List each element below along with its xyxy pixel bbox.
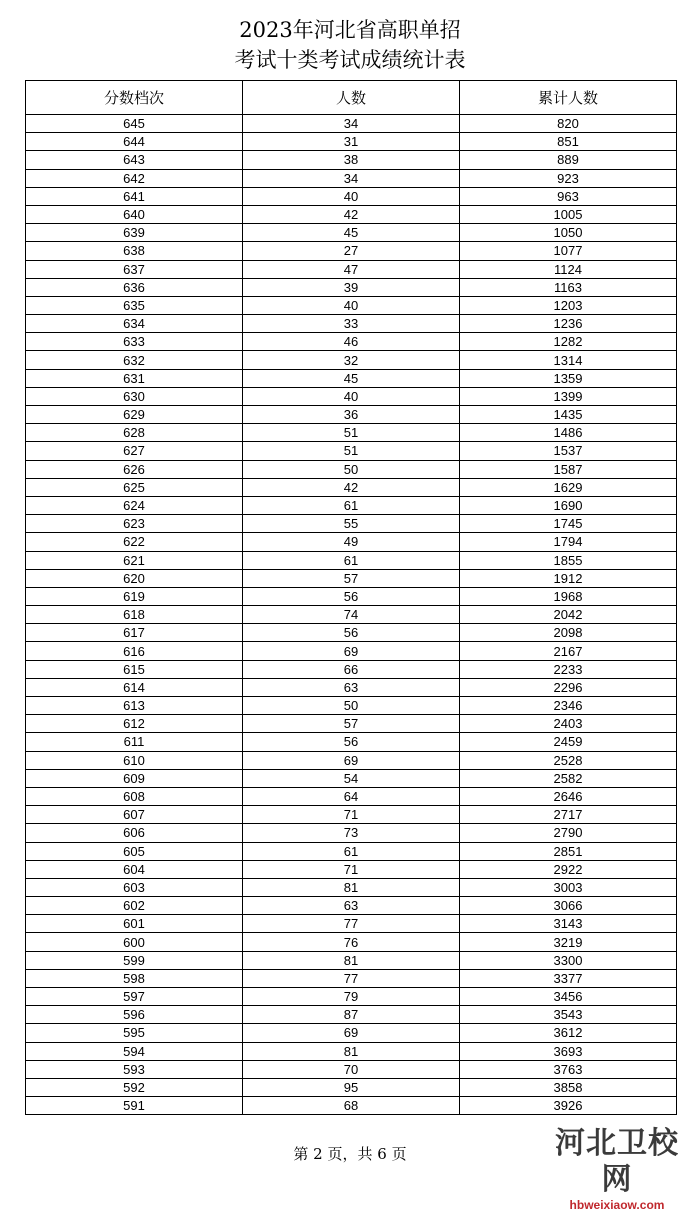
score-level-cell: 607 bbox=[26, 806, 243, 824]
score-level-cell: 632 bbox=[26, 351, 243, 369]
count-cell: 51 bbox=[243, 424, 460, 442]
cumulative-count-cell: 3543 bbox=[460, 1006, 677, 1024]
column-header-score-level: 分数档次 bbox=[26, 81, 243, 115]
cumulative-count-cell: 2403 bbox=[460, 715, 677, 733]
score-level-cell: 595 bbox=[26, 1024, 243, 1042]
count-cell: 56 bbox=[243, 624, 460, 642]
count-cell: 46 bbox=[243, 333, 460, 351]
cumulative-count-cell: 1629 bbox=[460, 478, 677, 496]
cumulative-count-cell: 1968 bbox=[460, 587, 677, 605]
cumulative-count-cell: 2042 bbox=[460, 606, 677, 624]
score-level-cell: 596 bbox=[26, 1006, 243, 1024]
score-level-cell: 623 bbox=[26, 515, 243, 533]
score-level-cell: 621 bbox=[26, 551, 243, 569]
score-level-cell: 618 bbox=[26, 606, 243, 624]
count-cell: 69 bbox=[243, 642, 460, 660]
count-cell: 70 bbox=[243, 1060, 460, 1078]
score-level-cell: 629 bbox=[26, 406, 243, 424]
table-row bbox=[26, 387, 677, 405]
table-row bbox=[26, 496, 677, 514]
score-level-cell: 593 bbox=[26, 1060, 243, 1078]
site-logo bbox=[542, 1126, 692, 1212]
cumulative-count-cell: 3456 bbox=[460, 988, 677, 1006]
score-level-cell: 592 bbox=[26, 1078, 243, 1096]
count-cell: 50 bbox=[243, 697, 460, 715]
score-level-cell: 612 bbox=[26, 715, 243, 733]
score-level-cell: 642 bbox=[26, 169, 243, 187]
table-row bbox=[26, 460, 677, 478]
count-cell: 61 bbox=[243, 496, 460, 514]
score-level-cell: 631 bbox=[26, 369, 243, 387]
table-row bbox=[26, 678, 677, 696]
cumulative-count-cell: 1537 bbox=[460, 442, 677, 460]
count-cell: 79 bbox=[243, 988, 460, 1006]
count-cell: 71 bbox=[243, 806, 460, 824]
cumulative-count-cell: 1282 bbox=[460, 333, 677, 351]
cumulative-count-cell: 3143 bbox=[460, 915, 677, 933]
count-cell: 56 bbox=[243, 733, 460, 751]
table-row bbox=[26, 151, 677, 169]
count-cell: 47 bbox=[243, 260, 460, 278]
score-level-cell: 624 bbox=[26, 496, 243, 514]
count-cell: 39 bbox=[243, 278, 460, 296]
count-cell: 77 bbox=[243, 915, 460, 933]
score-level-cell: 633 bbox=[26, 333, 243, 351]
cumulative-count-cell: 3612 bbox=[460, 1024, 677, 1042]
score-level-cell: 610 bbox=[26, 751, 243, 769]
cumulative-count-cell: 2528 bbox=[460, 751, 677, 769]
table-row bbox=[26, 969, 677, 987]
table-row bbox=[26, 878, 677, 896]
count-cell: 40 bbox=[243, 187, 460, 205]
cumulative-count-cell: 3763 bbox=[460, 1060, 677, 1078]
page-title-line1: 2023年河北省高职单招 bbox=[239, 18, 461, 42]
score-level-cell: 604 bbox=[26, 860, 243, 878]
table-row bbox=[26, 278, 677, 296]
count-cell: 64 bbox=[243, 787, 460, 805]
cumulative-count-cell: 2922 bbox=[460, 860, 677, 878]
cumulative-count-cell: 1203 bbox=[460, 296, 677, 314]
table-row bbox=[26, 515, 677, 533]
score-level-cell: 628 bbox=[26, 424, 243, 442]
score-level-cell: 606 bbox=[26, 824, 243, 842]
page-title-line2: 考试十类考试成绩统计表 bbox=[234, 48, 466, 72]
table-row bbox=[26, 478, 677, 496]
score-level-cell: 609 bbox=[26, 769, 243, 787]
cumulative-count-cell: 2233 bbox=[460, 660, 677, 678]
score-level-cell: 617 bbox=[26, 624, 243, 642]
count-cell: 31 bbox=[243, 133, 460, 151]
score-level-cell: 620 bbox=[26, 569, 243, 587]
table-row bbox=[26, 424, 677, 442]
count-cell: 66 bbox=[243, 660, 460, 678]
cumulative-count-cell: 1124 bbox=[460, 260, 677, 278]
count-cell: 57 bbox=[243, 715, 460, 733]
table-row bbox=[26, 1006, 677, 1024]
table-row bbox=[26, 315, 677, 333]
count-cell: 36 bbox=[243, 406, 460, 424]
table-row bbox=[26, 1078, 677, 1096]
column-header-count: 人数 bbox=[243, 81, 460, 115]
table-row bbox=[26, 587, 677, 605]
score-level-cell: 603 bbox=[26, 878, 243, 896]
score-level-cell: 622 bbox=[26, 533, 243, 551]
table-row bbox=[26, 224, 677, 242]
table-row bbox=[26, 697, 677, 715]
count-cell: 34 bbox=[243, 115, 460, 133]
cumulative-count-cell: 820 bbox=[460, 115, 677, 133]
score-level-cell: 608 bbox=[26, 787, 243, 805]
score-level-cell: 644 bbox=[26, 133, 243, 151]
cumulative-count-cell: 1399 bbox=[460, 387, 677, 405]
count-cell: 63 bbox=[243, 678, 460, 696]
score-level-cell: 600 bbox=[26, 933, 243, 951]
cumulative-count-cell: 2717 bbox=[460, 806, 677, 824]
cumulative-count-cell: 1912 bbox=[460, 569, 677, 587]
count-cell: 55 bbox=[243, 515, 460, 533]
count-cell: 56 bbox=[243, 587, 460, 605]
column-header-cumulative-count: 累计人数 bbox=[460, 81, 677, 115]
score-level-cell: 619 bbox=[26, 587, 243, 605]
count-cell: 27 bbox=[243, 242, 460, 260]
score-level-cell: 627 bbox=[26, 442, 243, 460]
table-row bbox=[26, 242, 677, 260]
cumulative-count-cell: 2346 bbox=[460, 697, 677, 715]
table-row bbox=[26, 733, 677, 751]
count-cell: 87 bbox=[243, 1006, 460, 1024]
cumulative-count-cell: 3377 bbox=[460, 969, 677, 987]
count-cell: 49 bbox=[243, 533, 460, 551]
table-row bbox=[26, 951, 677, 969]
count-cell: 95 bbox=[243, 1078, 460, 1096]
table-row bbox=[26, 860, 677, 878]
count-cell: 32 bbox=[243, 351, 460, 369]
cumulative-count-cell: 923 bbox=[460, 169, 677, 187]
score-level-cell: 594 bbox=[26, 1042, 243, 1060]
table-row bbox=[26, 642, 677, 660]
cumulative-count-cell: 1745 bbox=[460, 515, 677, 533]
count-cell: 33 bbox=[243, 315, 460, 333]
table-row bbox=[26, 442, 677, 460]
cumulative-count-cell: 1314 bbox=[460, 351, 677, 369]
count-cell: 42 bbox=[243, 478, 460, 496]
count-cell: 40 bbox=[243, 387, 460, 405]
cumulative-count-cell: 1794 bbox=[460, 533, 677, 551]
score-level-cell: 634 bbox=[26, 315, 243, 333]
cumulative-count-cell: 2646 bbox=[460, 787, 677, 805]
count-cell: 38 bbox=[243, 151, 460, 169]
table-row bbox=[26, 1042, 677, 1060]
table-row bbox=[26, 660, 677, 678]
table-row bbox=[26, 751, 677, 769]
table-row bbox=[26, 569, 677, 587]
score-level-cell: 640 bbox=[26, 205, 243, 223]
table-row bbox=[26, 296, 677, 314]
score-level-cell: 645 bbox=[26, 115, 243, 133]
cumulative-count-cell: 3300 bbox=[460, 951, 677, 969]
count-cell: 71 bbox=[243, 860, 460, 878]
table-row bbox=[26, 933, 677, 951]
table-row bbox=[26, 1024, 677, 1042]
score-level-cell: 643 bbox=[26, 151, 243, 169]
score-level-cell: 605 bbox=[26, 842, 243, 860]
count-cell: 45 bbox=[243, 224, 460, 242]
table-row bbox=[26, 897, 677, 915]
cumulative-count-cell: 3066 bbox=[460, 897, 677, 915]
score-level-cell: 591 bbox=[26, 1097, 243, 1115]
cumulative-count-cell: 1855 bbox=[460, 551, 677, 569]
table-row bbox=[26, 915, 677, 933]
cumulative-count-cell: 851 bbox=[460, 133, 677, 151]
score-level-cell: 636 bbox=[26, 278, 243, 296]
cumulative-count-cell: 1587 bbox=[460, 460, 677, 478]
table-row bbox=[26, 769, 677, 787]
table-body bbox=[26, 115, 677, 1115]
score-level-cell: 613 bbox=[26, 697, 243, 715]
cumulative-count-cell: 2790 bbox=[460, 824, 677, 842]
site-logo-text: 河北卫校网 bbox=[555, 1126, 679, 1197]
count-cell: 54 bbox=[243, 769, 460, 787]
count-cell: 76 bbox=[243, 933, 460, 951]
count-cell: 73 bbox=[243, 824, 460, 842]
cumulative-count-cell: 1163 bbox=[460, 278, 677, 296]
cumulative-count-cell: 3219 bbox=[460, 933, 677, 951]
count-cell: 81 bbox=[243, 1042, 460, 1060]
score-level-cell: 598 bbox=[26, 969, 243, 987]
cumulative-count-cell: 2851 bbox=[460, 842, 677, 860]
count-cell: 57 bbox=[243, 569, 460, 587]
count-cell: 63 bbox=[243, 897, 460, 915]
table-row bbox=[26, 115, 677, 133]
table-row bbox=[26, 715, 677, 733]
cumulative-count-cell: 2459 bbox=[460, 733, 677, 751]
cumulative-count-cell: 3926 bbox=[460, 1097, 677, 1115]
cumulative-count-cell: 3693 bbox=[460, 1042, 677, 1060]
cumulative-count-cell: 2582 bbox=[460, 769, 677, 787]
score-level-cell: 638 bbox=[26, 242, 243, 260]
count-cell: 61 bbox=[243, 842, 460, 860]
table-row bbox=[26, 205, 677, 223]
cumulative-count-cell: 2098 bbox=[460, 624, 677, 642]
score-level-cell: 630 bbox=[26, 387, 243, 405]
count-cell: 45 bbox=[243, 369, 460, 387]
cumulative-count-cell: 3858 bbox=[460, 1078, 677, 1096]
table-row bbox=[26, 533, 677, 551]
score-level-cell: 599 bbox=[26, 951, 243, 969]
table-row bbox=[26, 606, 677, 624]
score-level-cell: 611 bbox=[26, 733, 243, 751]
table-header-row bbox=[26, 81, 677, 115]
page-number-footer: 第 2 页，共 6 页 bbox=[293, 1145, 407, 1163]
table-row bbox=[26, 806, 677, 824]
score-level-cell: 635 bbox=[26, 296, 243, 314]
site-logo-url: hbweixiaow.com bbox=[569, 1198, 665, 1212]
table-row bbox=[26, 133, 677, 151]
score-level-cell: 625 bbox=[26, 478, 243, 496]
score-level-cell: 597 bbox=[26, 988, 243, 1006]
cumulative-count-cell: 3003 bbox=[460, 878, 677, 896]
table-row bbox=[26, 260, 677, 278]
score-level-cell: 615 bbox=[26, 660, 243, 678]
cumulative-count-cell: 963 bbox=[460, 187, 677, 205]
count-cell: 51 bbox=[243, 442, 460, 460]
table-row bbox=[26, 351, 677, 369]
count-cell: 50 bbox=[243, 460, 460, 478]
cumulative-count-cell: 1005 bbox=[460, 205, 677, 223]
cumulative-count-cell: 2296 bbox=[460, 678, 677, 696]
cumulative-count-cell: 1050 bbox=[460, 224, 677, 242]
score-level-cell: 601 bbox=[26, 915, 243, 933]
score-level-cell: 637 bbox=[26, 260, 243, 278]
table-row bbox=[26, 824, 677, 842]
cumulative-count-cell: 1690 bbox=[460, 496, 677, 514]
table-row bbox=[26, 787, 677, 805]
table-row bbox=[26, 333, 677, 351]
count-cell: 77 bbox=[243, 969, 460, 987]
count-cell: 68 bbox=[243, 1097, 460, 1115]
cumulative-count-cell: 1486 bbox=[460, 424, 677, 442]
table-row bbox=[26, 1060, 677, 1078]
count-cell: 69 bbox=[243, 751, 460, 769]
score-level-cell: 616 bbox=[26, 642, 243, 660]
cumulative-count-cell: 1236 bbox=[460, 315, 677, 333]
score-level-cell: 639 bbox=[26, 224, 243, 242]
count-cell: 42 bbox=[243, 205, 460, 223]
table-row bbox=[26, 624, 677, 642]
table-row bbox=[26, 406, 677, 424]
cumulative-count-cell: 1359 bbox=[460, 369, 677, 387]
table-row bbox=[26, 169, 677, 187]
table-row bbox=[26, 551, 677, 569]
count-cell: 81 bbox=[243, 951, 460, 969]
table-row bbox=[26, 1097, 677, 1115]
table-row bbox=[26, 842, 677, 860]
count-cell: 40 bbox=[243, 296, 460, 314]
count-cell: 81 bbox=[243, 878, 460, 896]
count-cell: 61 bbox=[243, 551, 460, 569]
cumulative-count-cell: 1435 bbox=[460, 406, 677, 424]
count-cell: 34 bbox=[243, 169, 460, 187]
count-cell: 69 bbox=[243, 1024, 460, 1042]
table-row bbox=[26, 369, 677, 387]
score-level-cell: 614 bbox=[26, 678, 243, 696]
score-level-cell: 602 bbox=[26, 897, 243, 915]
score-statistics-table bbox=[25, 80, 677, 1115]
cumulative-count-cell: 2167 bbox=[460, 642, 677, 660]
cumulative-count-cell: 889 bbox=[460, 151, 677, 169]
score-level-cell: 626 bbox=[26, 460, 243, 478]
table-row bbox=[26, 988, 677, 1006]
count-cell: 74 bbox=[243, 606, 460, 624]
cumulative-count-cell: 1077 bbox=[460, 242, 677, 260]
score-level-cell: 641 bbox=[26, 187, 243, 205]
table-row bbox=[26, 187, 677, 205]
